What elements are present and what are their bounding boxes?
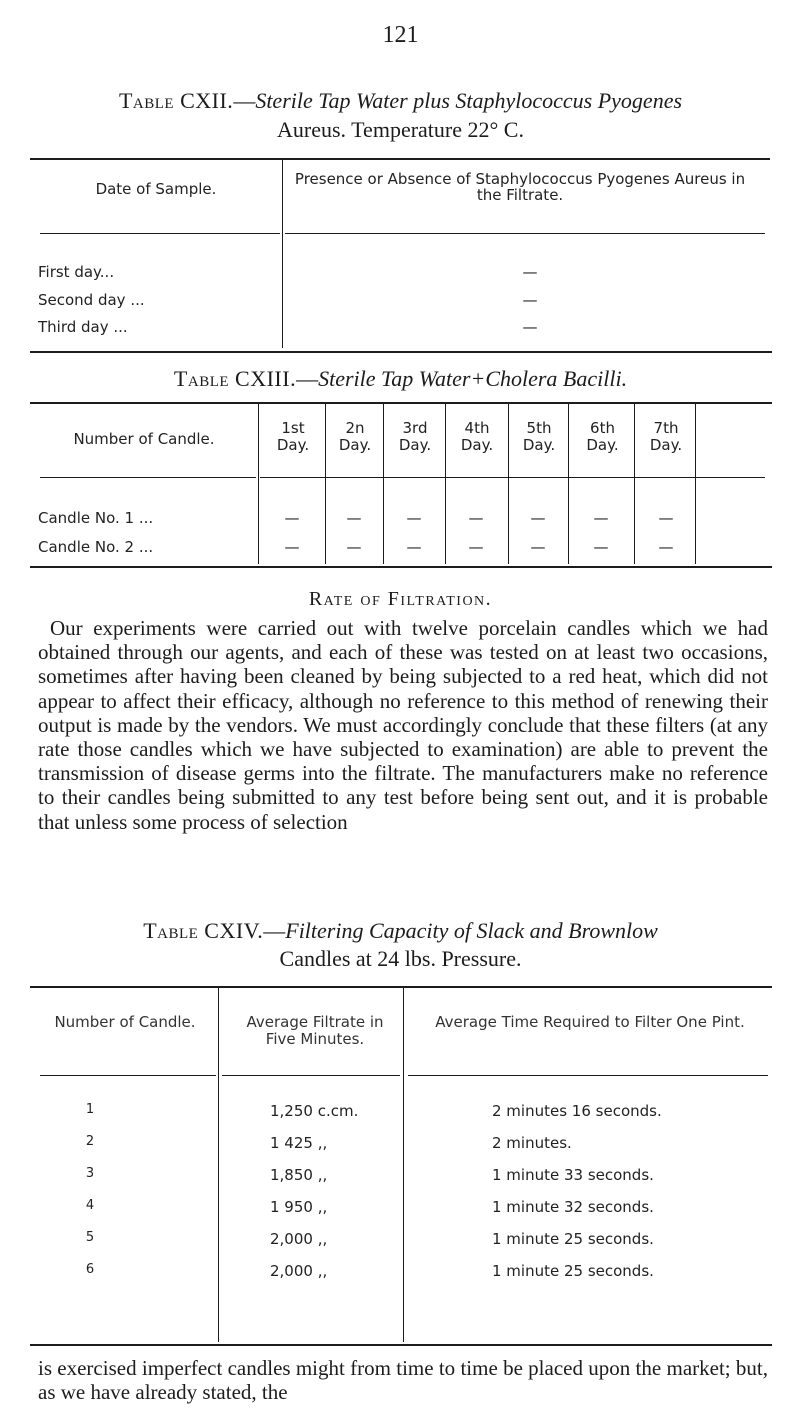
table-cxiii-cell: —: [406, 509, 422, 527]
table-cxii-row-label: Second day ...: [38, 291, 145, 309]
table-cxiii-header-day: 5th Day.: [522, 419, 556, 454]
table-cxii-row-label: First day...: [38, 263, 115, 281]
table-cxii-caption-title: Sterile Tap Water plus Staphylococcus Pyogenes: [255, 88, 683, 113]
table-cxiv-cell-number: 1: [85, 1102, 95, 1117]
table-cxii-header-presence: Presence or Absence of Staphylococcus Pyogenes Aureus in the Filtrate.: [294, 170, 746, 204]
table-cxiii-header-day: 1st Day.: [276, 419, 310, 454]
section-heading: Rate of Filtration.: [308, 588, 493, 610]
table-cxiv-caption-lead: Table CXIV.: [143, 918, 264, 943]
table-cxiv-cell-time: 1 minute 25 seconds.: [492, 1230, 654, 1248]
table-cxiii-caption-lead: Table CXIII.: [173, 366, 297, 391]
table-cxii-column-divider: [282, 160, 283, 348]
table-cxiv-column-divider: [218, 988, 219, 1342]
table-cxiv-header-number: Number of Candle.: [54, 1013, 196, 1031]
table-cxiv-cell-time: 2 minutes.: [492, 1134, 572, 1152]
table-cxiii-caption: Table CXIII.—Sterile Tap Water+Cholera Bacilli.: [173, 366, 628, 391]
table-cxiii-cell: —: [468, 509, 484, 527]
table-cxiii-header-day: 7th Day.: [649, 419, 683, 454]
table-cxiv-cell-filtrate: 1 950 ,,: [270, 1198, 328, 1216]
table-cxii-row-label: Third day ...: [38, 318, 128, 336]
table-cxiv-column-divider: [403, 988, 404, 1342]
table-cxiii-header-rule: [260, 477, 765, 478]
table-cxiii-cell: —: [593, 538, 609, 556]
table-cxiii-caption-title: Sterile Tap Water+Cholera Bacilli.: [318, 366, 628, 391]
table-cxiii-header-day: 3rd Day.: [398, 419, 432, 454]
table-cxiv-cell-filtrate: 2,000 ,,: [270, 1230, 328, 1248]
table-cxii-caption-line2: Aureus. Temperature 22° C.: [277, 117, 524, 142]
table-cxiii-row-label: Candle No. 2 ...: [38, 538, 154, 556]
table-cxiv-header-rule: [222, 1075, 400, 1076]
table-cxiv-caption: Table CXIV.—Filtering Capacity of Slack and Brownlow: [143, 918, 658, 943]
table-cxiv-cell-number: 4: [85, 1198, 95, 1213]
table-cxiv-top-rule: [30, 986, 772, 988]
table-cxiii-header-day: 6th Day.: [586, 419, 619, 454]
table-cxii-caption-lead: Table CXII.: [118, 88, 234, 113]
table-cxiv-cell-time: 1 minute 33 seconds.: [492, 1166, 654, 1184]
table-cxiii-header-candle: Number of Candle.: [73, 430, 215, 448]
table-cxiv-caption-title: Filtering Capacity of Slack and Brownlow: [285, 918, 658, 943]
table-cxiv-header-rule: [408, 1075, 768, 1076]
table-cxiv-cell-filtrate: 2,000 ,,: [270, 1262, 328, 1280]
table-cxiii-cell: —: [346, 509, 362, 527]
table-cxii-bottom-rule: [30, 351, 772, 353]
table-cxiii-column-divider: [258, 404, 259, 564]
table-cxiii-cell: —: [346, 538, 362, 556]
table-cxiv-caption-line2: Candles at 24 lbs. Pressure.: [279, 946, 522, 971]
table-cxiv-header-filtrate: Average Filtrate in Five Minutes.: [246, 1013, 384, 1048]
table-cxii-header-rule-left: [40, 233, 280, 234]
table-cxiii-top-rule: [30, 402, 772, 404]
table-cxii-header-date: Date of Sample.: [95, 180, 217, 198]
table-cxiv-cell-time: 1 minute 25 seconds.: [492, 1262, 654, 1280]
table-cxii-row-value: —: [522, 291, 538, 309]
table-cxii-caption: Table CXII.—Sterile Tap Water plus Staphylococcus Pyogenes: [118, 88, 683, 113]
table-cxiii-row-label: Candle No. 1 ...: [38, 509, 154, 527]
table-cxii-top-rule: [30, 158, 770, 160]
table-cxiv-cell-number: 3: [85, 1166, 95, 1181]
table-cxiii-cell: —: [658, 538, 674, 556]
table-cxiv-cell-number: 2: [85, 1134, 95, 1149]
table-cxiii-cell: —: [468, 538, 484, 556]
table-cxiii-cell: —: [284, 509, 300, 527]
table-cxiv-cell-number: 6: [85, 1262, 95, 1277]
table-cxiii-header-rule: [40, 477, 256, 478]
table-cxiii-cell: —: [530, 509, 546, 527]
table-cxiv-header-time: Average Time Required to Filter One Pint.: [435, 1013, 745, 1031]
table-cxiv-cell-filtrate: 1 425 ,,: [270, 1134, 328, 1152]
page-number: 121: [382, 22, 419, 48]
table-cxiv-header-rule: [40, 1075, 216, 1076]
body-paragraph: is exercised imperfect candles might from time to time be placed upon the market; but, as we have already stated, the: [38, 1356, 768, 1405]
table-cxii-header-rule-right: [285, 233, 765, 234]
table-cxiv-cell-time: 1 minute 32 seconds.: [492, 1198, 654, 1216]
table-cxiv-bottom-rule: [30, 1344, 772, 1346]
table-cxii-row-value: —: [522, 263, 538, 281]
table-cxii-row-value: —: [522, 318, 538, 336]
table-cxiii-cell: —: [406, 538, 422, 556]
table-cxiii-cell: —: [530, 538, 546, 556]
table-cxiv-cell-filtrate: 1,250 c.cm.: [270, 1102, 359, 1120]
table-cxiv-cell-number: 5: [85, 1230, 95, 1245]
table-cxiv-cell-filtrate: 1,850 ,,: [270, 1166, 328, 1184]
table-cxiii-bottom-rule: [30, 566, 772, 568]
table-cxiii-cell: —: [593, 509, 609, 527]
table-cxiii-cell: —: [658, 509, 674, 527]
table-cxiii-header-day: 4th Day.: [460, 419, 494, 454]
table-cxiii-header-day: 2n Day.: [338, 419, 372, 454]
table-cxiii-cell: —: [284, 538, 300, 556]
table-cxiv-cell-time: 2 minutes 16 seconds.: [492, 1102, 662, 1120]
body-paragraph: Our experiments were carried out with twelve porcelain candles which we had obtained through our agents, and each of these was tested on at least two occasions, sometimes after having been cleaned by being subjected to a red heat, which did not appear to affect their efficacy, although no reference to this method of renewing their output is made by the vendors. We must accordingly conclude that these filters (at any rate those candles which we have subjected to examination) are able to prevent the transmission of disease germs into the filtrate. The manufacturers make no reference to their candles being submitted to any test before being sent out, and it is probable that unless some process of selection: [38, 616, 768, 834]
